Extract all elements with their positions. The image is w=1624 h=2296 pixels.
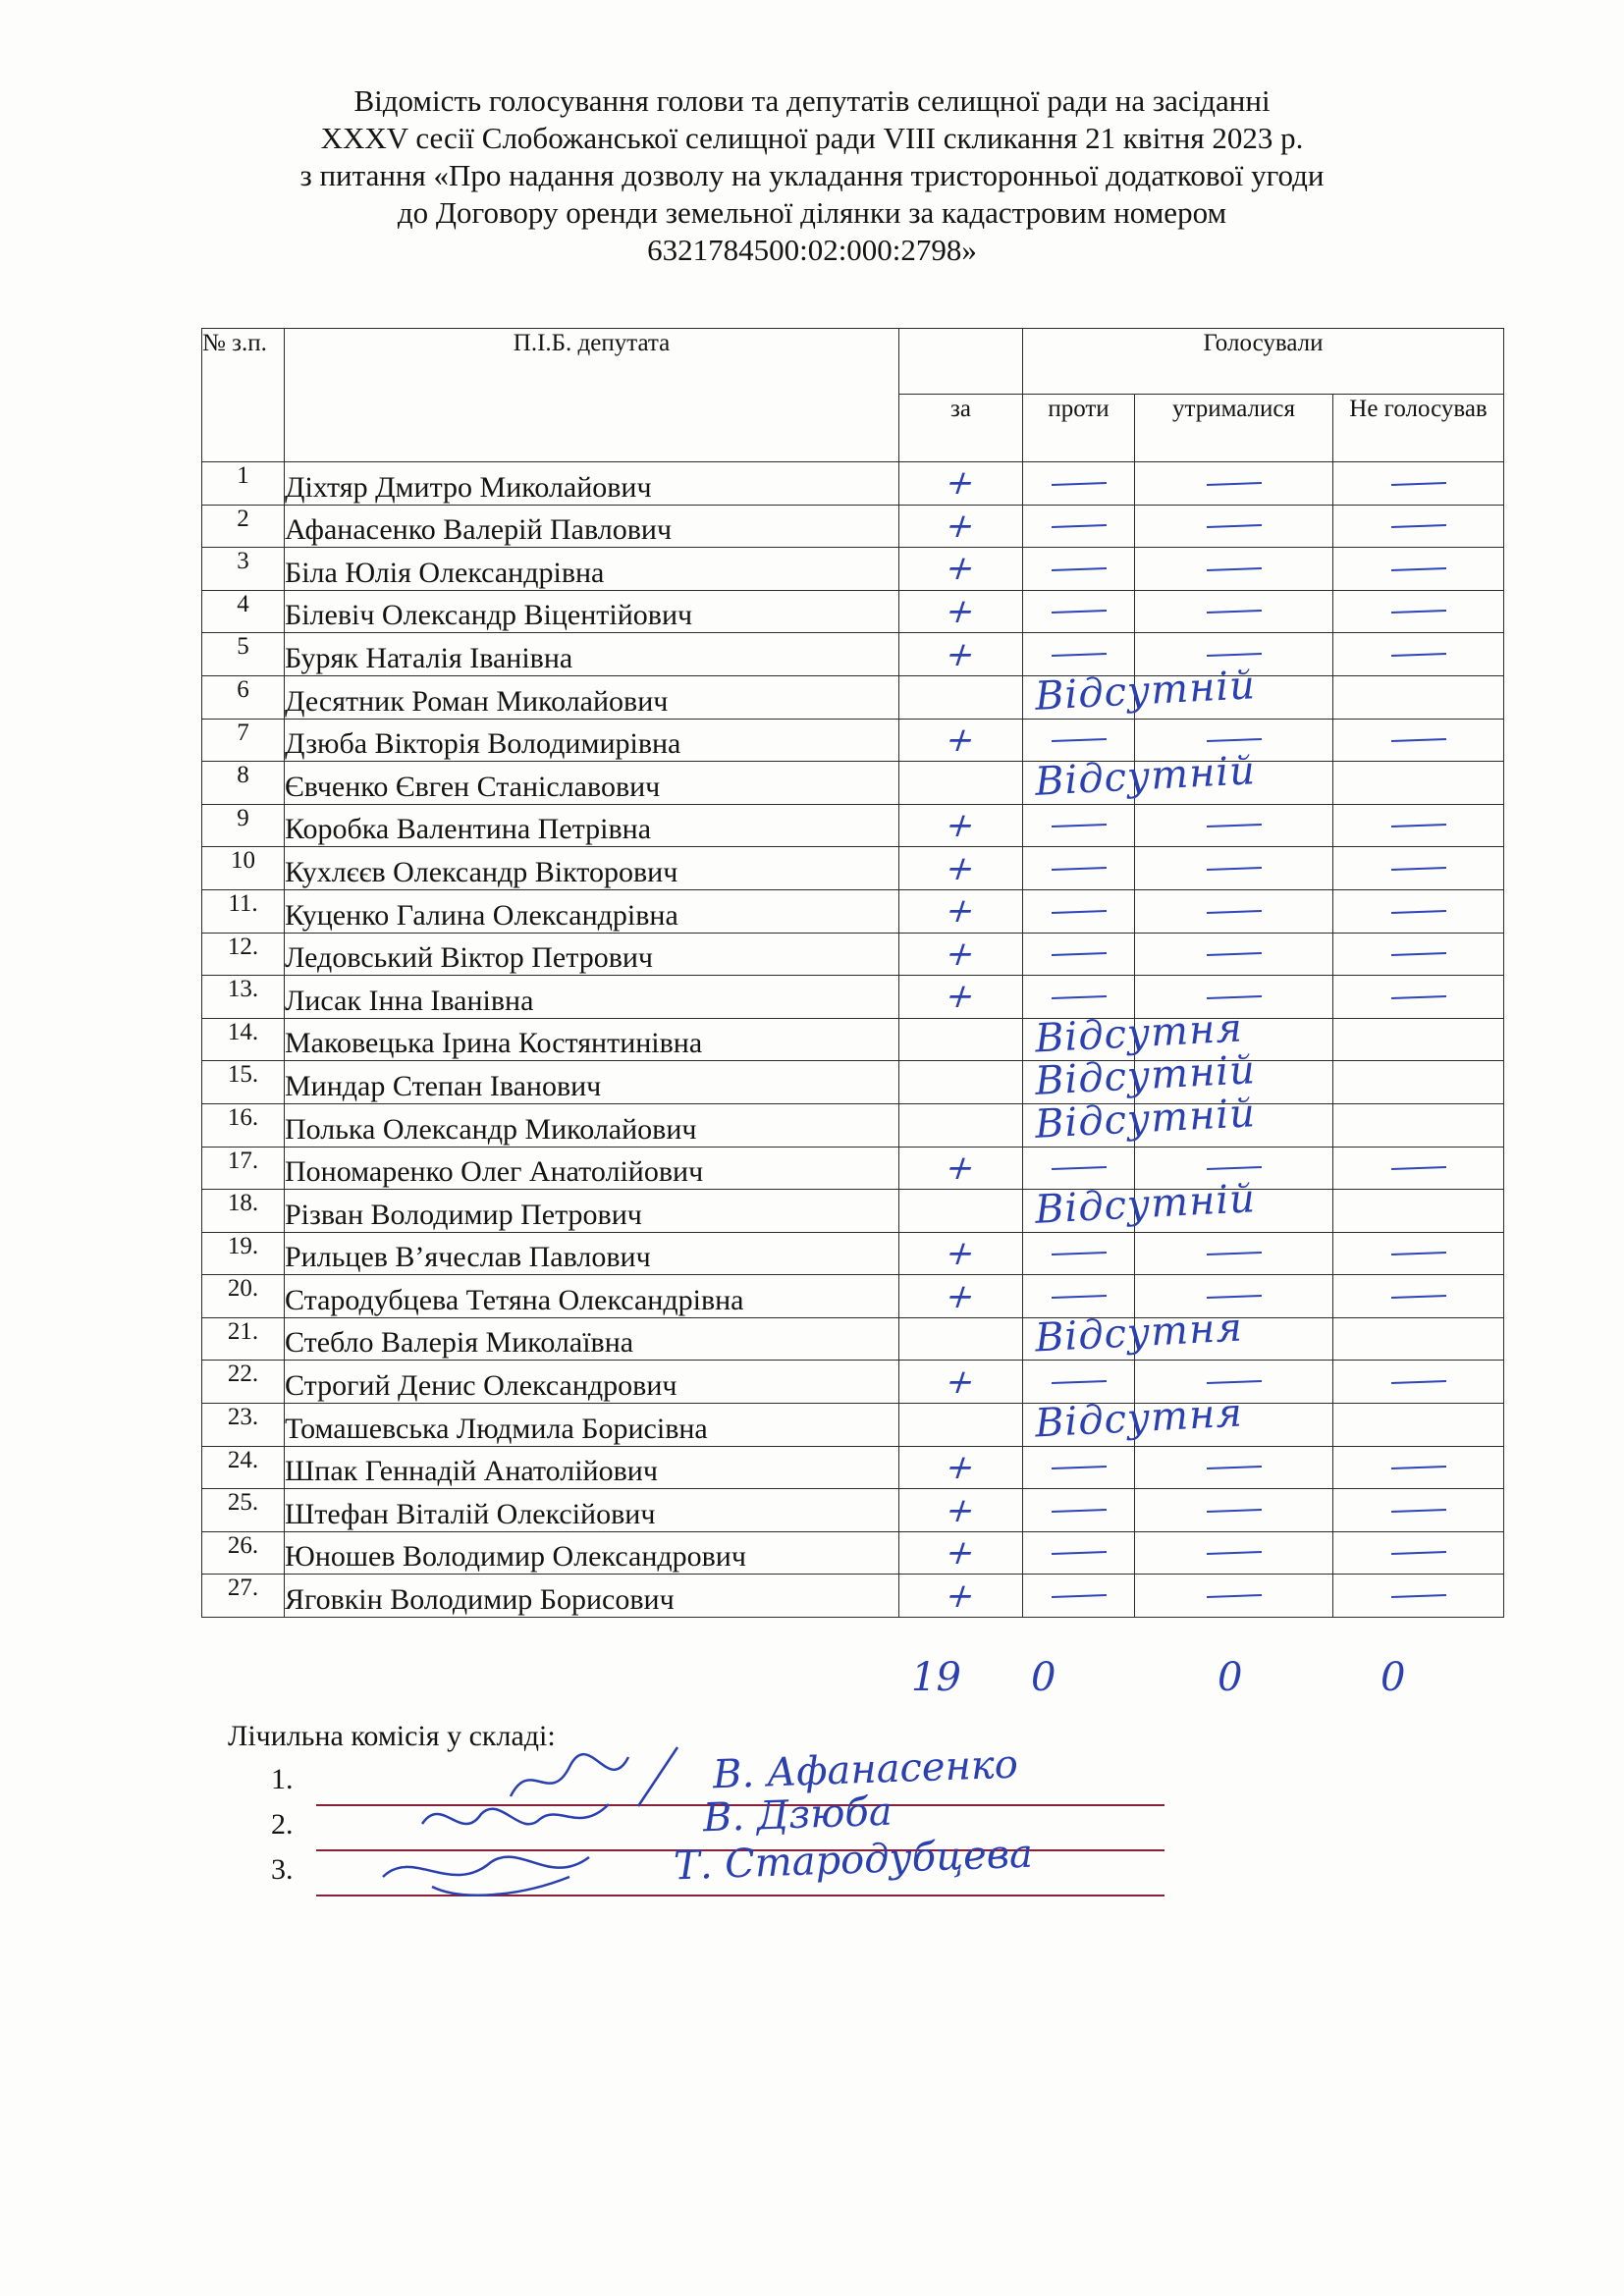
vote-not-voted-cell bbox=[1333, 719, 1504, 762]
row-number: 11. bbox=[202, 889, 285, 933]
dash-mark bbox=[1206, 610, 1261, 614]
dash-mark bbox=[1390, 1466, 1445, 1469]
vote-against-cell bbox=[1023, 505, 1135, 548]
vote-abstained-cell bbox=[1135, 548, 1333, 591]
deputy-name: Юношев Володимир Олександрович bbox=[285, 1531, 899, 1575]
dash-mark bbox=[1206, 910, 1261, 914]
vote-for-cell bbox=[899, 1147, 1023, 1190]
signature-scrawl-3 bbox=[373, 1828, 599, 1906]
absent-note: Відсутній bbox=[1033, 1091, 1258, 1148]
vote-for-cell bbox=[899, 1317, 1023, 1361]
deputy-name: Шпак Геннадій Анатолійович bbox=[285, 1446, 899, 1489]
vote-not-voted-cell bbox=[1333, 762, 1504, 805]
heading-line-2: XXXV сесії Слобожанської селищної ради VIII скликання 21 квітня 2023 р. bbox=[320, 121, 1304, 155]
vote-not-voted-cell bbox=[1333, 976, 1504, 1019]
vote-for-cell bbox=[899, 804, 1023, 847]
vote-for-cell bbox=[899, 548, 1023, 591]
deputy-name: Стародубцева Тетяна Олександрівна bbox=[285, 1275, 899, 1318]
plus-mark: + bbox=[940, 463, 982, 504]
vote-abstained-cell bbox=[1135, 1190, 1333, 1233]
vote-for-cell bbox=[899, 1190, 1023, 1233]
deputy-name: Лисак Інна Іванівна bbox=[285, 976, 899, 1019]
row-number: 15. bbox=[202, 1061, 285, 1104]
deputy-name: Рильцев В’ячеслав Павлович bbox=[285, 1232, 899, 1275]
vote-against-cell bbox=[1023, 548, 1135, 591]
vote-abstained-cell bbox=[1135, 1103, 1333, 1147]
dash-mark bbox=[1390, 1295, 1445, 1299]
vote-for-cell bbox=[899, 590, 1023, 633]
table-row bbox=[202, 804, 1504, 847]
commission-member-name: В. Дзюба bbox=[702, 1789, 893, 1842]
table-row bbox=[202, 1190, 1504, 1233]
vote-not-voted-cell bbox=[1333, 633, 1504, 676]
plus-mark: + bbox=[940, 848, 982, 888]
vote-for-cell bbox=[899, 1575, 1023, 1618]
vote-for-cell bbox=[899, 1018, 1023, 1061]
plus-mark: + bbox=[940, 934, 982, 974]
vote-for-cell bbox=[899, 1446, 1023, 1489]
absent-note: Відсутній bbox=[1033, 1176, 1258, 1233]
plus-mark: + bbox=[940, 592, 982, 632]
deputy-name: Білевіч Олександр Віцентійович bbox=[285, 590, 899, 633]
table-row bbox=[202, 1147, 1504, 1190]
table-row bbox=[202, 675, 1504, 719]
header-name: П.І.Б. депутата bbox=[285, 329, 899, 462]
vote-not-voted-cell bbox=[1333, 1190, 1504, 1233]
dash-mark bbox=[1390, 482, 1445, 486]
row-number: 26. bbox=[202, 1531, 285, 1575]
plus-mark: + bbox=[940, 1276, 982, 1316]
vote-against-cell bbox=[1023, 1575, 1135, 1618]
dash-mark bbox=[1206, 1466, 1261, 1469]
vote-for-cell bbox=[899, 1489, 1023, 1532]
total-for: 19 bbox=[911, 1655, 961, 1700]
vote-against-cell bbox=[1023, 804, 1135, 847]
vote-abstained-cell bbox=[1135, 889, 1333, 933]
deputy-name: Миндар Степан Іванович bbox=[285, 1061, 899, 1104]
dash-mark bbox=[1206, 1252, 1261, 1255]
vote-abstained-cell bbox=[1135, 933, 1333, 976]
vote-not-voted-cell bbox=[1333, 1404, 1504, 1447]
vote-for-cell bbox=[899, 719, 1023, 762]
voting-table bbox=[201, 328, 1504, 1618]
deputy-name: Кухлєєв Олександр Вікторович bbox=[285, 847, 899, 890]
dash-mark bbox=[1206, 567, 1261, 571]
dash-mark bbox=[1051, 1252, 1106, 1255]
vote-against-cell bbox=[1023, 1176, 1258, 1233]
vote-abstained-cell bbox=[1135, 1404, 1333, 1447]
deputy-name: Строгий Денис Олександрович bbox=[285, 1361, 899, 1404]
table-row bbox=[202, 1103, 1504, 1147]
row-number: 14. bbox=[202, 1018, 285, 1061]
table-row bbox=[202, 1575, 1504, 1618]
vote-abstained-cell bbox=[1135, 462, 1333, 506]
dash-mark bbox=[1390, 867, 1445, 871]
table-row bbox=[202, 889, 1504, 933]
total-abstained: 0 bbox=[1218, 1655, 1243, 1700]
dash-mark bbox=[1051, 1594, 1106, 1598]
vote-abstained-cell bbox=[1135, 1575, 1333, 1618]
vote-against-cell bbox=[1023, 847, 1135, 890]
plus-mark: + bbox=[940, 1533, 982, 1574]
vote-against-cell bbox=[1023, 933, 1135, 976]
vote-abstained-cell bbox=[1135, 804, 1333, 847]
vote-not-voted-cell bbox=[1333, 889, 1504, 933]
row-number: 22. bbox=[202, 1361, 285, 1404]
heading-line-1: Відомість голосування голови та депутатів селищної ради на засіданні bbox=[353, 83, 1271, 118]
vote-for-cell bbox=[899, 505, 1023, 548]
plus-mark: + bbox=[940, 806, 982, 846]
vote-for-cell bbox=[899, 1103, 1023, 1147]
dash-mark bbox=[1390, 995, 1445, 999]
vote-not-voted-cell bbox=[1333, 505, 1504, 548]
dash-mark bbox=[1390, 1551, 1445, 1555]
absent-note: Відсутній bbox=[1033, 748, 1258, 806]
header-for: за bbox=[899, 395, 1023, 462]
dash-mark bbox=[1206, 824, 1261, 828]
dash-mark bbox=[1051, 482, 1106, 486]
dash-mark bbox=[1051, 1466, 1106, 1469]
dash-mark bbox=[1051, 738, 1106, 742]
plus-mark: + bbox=[940, 977, 982, 1017]
commission-label: Лічильна комісія у складі: bbox=[228, 1720, 556, 1752]
absent-note: Відсутній bbox=[1033, 663, 1258, 720]
dash-mark bbox=[1390, 824, 1445, 828]
row-number: 13. bbox=[202, 976, 285, 1019]
dash-mark bbox=[1051, 653, 1106, 657]
dash-mark bbox=[1390, 910, 1445, 914]
vote-against-cell bbox=[1023, 748, 1258, 806]
vote-not-voted-cell bbox=[1333, 548, 1504, 591]
deputy-name: Різван Володимир Петрович bbox=[285, 1190, 899, 1233]
row-number: 5 bbox=[202, 633, 285, 676]
dash-mark bbox=[1206, 1295, 1261, 1299]
row-number: 21. bbox=[202, 1317, 285, 1361]
vote-abstained-cell bbox=[1135, 1446, 1333, 1489]
dash-mark bbox=[1390, 1380, 1445, 1384]
dash-mark bbox=[1051, 867, 1106, 871]
dash-mark bbox=[1390, 1594, 1445, 1598]
vote-not-voted-cell bbox=[1333, 1361, 1504, 1404]
deputy-name: Полька Олександр Миколайович bbox=[285, 1103, 899, 1147]
deputy-name: Пономаренко Олег Анатолійович bbox=[285, 1147, 899, 1190]
table-row bbox=[202, 719, 1504, 762]
vote-not-voted-cell bbox=[1333, 1446, 1504, 1489]
dash-mark bbox=[1206, 995, 1261, 999]
deputy-name: Біла Юлія Олександрівна bbox=[285, 548, 899, 591]
row-number: 4 bbox=[202, 590, 285, 633]
vote-against-cell bbox=[1023, 1446, 1135, 1489]
header-against: проти bbox=[1023, 395, 1135, 462]
row-number: 1 bbox=[202, 462, 285, 506]
vote-abstained-cell bbox=[1135, 675, 1333, 719]
vote-for-cell bbox=[899, 933, 1023, 976]
header-not-voted: Не голосував bbox=[1333, 395, 1504, 462]
dash-mark bbox=[1206, 524, 1261, 528]
vote-not-voted-cell bbox=[1333, 1018, 1504, 1061]
vote-for-cell bbox=[899, 1531, 1023, 1575]
vote-for-cell bbox=[899, 675, 1023, 719]
table-row bbox=[202, 1489, 1504, 1532]
row-number: 10 bbox=[202, 847, 285, 890]
plus-mark: + bbox=[940, 1490, 982, 1530]
row-number: 7 bbox=[202, 719, 285, 762]
deputy-name: Маковецька Ірина Костянтинівна bbox=[285, 1018, 899, 1061]
dash-mark bbox=[1051, 910, 1106, 914]
vote-abstained-cell bbox=[1135, 762, 1333, 805]
vote-not-voted-cell bbox=[1333, 1061, 1504, 1104]
dash-mark bbox=[1051, 610, 1106, 614]
deputy-name: Куценко Галина Олександрівна bbox=[285, 889, 899, 933]
vote-for-cell bbox=[899, 847, 1023, 890]
dash-mark bbox=[1390, 1509, 1445, 1513]
header-blank bbox=[899, 329, 1023, 395]
plus-mark: + bbox=[940, 1148, 982, 1188]
row-number: 8 bbox=[202, 762, 285, 805]
deputy-name: Діхтяр Дмитро Миколайович bbox=[285, 462, 899, 506]
dash-mark bbox=[1051, 1509, 1106, 1513]
row-number: 19. bbox=[202, 1232, 285, 1275]
header-abstained: утрималися bbox=[1135, 395, 1333, 462]
table-row bbox=[202, 1317, 1504, 1361]
vote-for-cell bbox=[899, 1404, 1023, 1447]
deputy-name: Стебло Валерія Миколаївна bbox=[285, 1317, 899, 1361]
dash-mark bbox=[1206, 1551, 1261, 1555]
table-row bbox=[202, 847, 1504, 890]
dash-mark bbox=[1206, 1166, 1261, 1170]
table-row bbox=[202, 1531, 1504, 1575]
plus-mark: + bbox=[940, 720, 982, 760]
row-number: 25. bbox=[202, 1489, 285, 1532]
row-number: 20. bbox=[202, 1275, 285, 1318]
dash-mark bbox=[1051, 1166, 1106, 1170]
vote-against-cell bbox=[1023, 1232, 1135, 1275]
total-not-voted: 0 bbox=[1380, 1655, 1406, 1700]
deputy-name: Ледовський Віктор Петрович bbox=[285, 933, 899, 976]
commission-member-name: В. Афанасенко bbox=[712, 1741, 1019, 1798]
table-row bbox=[202, 548, 1504, 591]
absent-note: Відсутня bbox=[1033, 1390, 1244, 1447]
vote-abstained-cell bbox=[1135, 1232, 1333, 1275]
deputy-name: Дзюба Вікторія Володимирівна bbox=[285, 719, 899, 762]
vote-not-voted-cell bbox=[1333, 804, 1504, 847]
vote-abstained-cell bbox=[1135, 1317, 1333, 1361]
row-number: 23. bbox=[202, 1404, 285, 1447]
table-row bbox=[202, 590, 1504, 633]
table-row bbox=[202, 462, 1504, 506]
row-number: 9 bbox=[202, 804, 285, 847]
table-row bbox=[202, 933, 1504, 976]
commission-member-name: Т. Стародубцева bbox=[673, 1831, 1034, 1890]
heading-line-5: 6321784500:02:000:2798» bbox=[647, 233, 977, 267]
row-number: 24. bbox=[202, 1446, 285, 1489]
dash-mark bbox=[1206, 1594, 1261, 1598]
deputy-name: Коробка Валентина Петрівна bbox=[285, 804, 899, 847]
deputy-name: Томашевська Людмила Борисівна bbox=[285, 1404, 899, 1447]
vote-for-cell bbox=[899, 1275, 1023, 1318]
deputy-name: Яговкін Володимир Борисович bbox=[285, 1575, 899, 1618]
commission-member-number: 1. bbox=[271, 1763, 294, 1795]
plus-mark: + bbox=[940, 1362, 982, 1402]
dash-mark bbox=[1051, 952, 1106, 956]
plus-mark: + bbox=[940, 506, 982, 546]
total-against: 0 bbox=[1031, 1655, 1056, 1700]
vote-not-voted-cell bbox=[1333, 675, 1504, 719]
dash-mark bbox=[1390, 524, 1445, 528]
table-row bbox=[202, 505, 1504, 548]
plus-mark: + bbox=[940, 1233, 982, 1273]
table-row bbox=[202, 633, 1504, 676]
vote-not-voted-cell bbox=[1333, 1531, 1504, 1575]
table-row bbox=[202, 976, 1504, 1019]
dash-mark bbox=[1206, 482, 1261, 486]
dash-mark bbox=[1206, 738, 1261, 742]
dash-mark bbox=[1206, 867, 1261, 871]
vote-against-cell bbox=[1023, 889, 1135, 933]
commission-member-number: 2. bbox=[271, 1808, 294, 1841]
plus-mark: + bbox=[940, 1575, 982, 1616]
commission-member-number: 3. bbox=[271, 1853, 294, 1886]
vote-not-voted-cell bbox=[1333, 933, 1504, 976]
vote-not-voted-cell bbox=[1333, 1489, 1504, 1532]
voting-table-body bbox=[202, 462, 1504, 1618]
vote-against-cell bbox=[1023, 1390, 1244, 1447]
plus-mark: + bbox=[940, 634, 982, 674]
vote-not-voted-cell bbox=[1333, 1575, 1504, 1618]
vote-abstained-cell bbox=[1135, 590, 1333, 633]
vote-not-voted-cell bbox=[1333, 847, 1504, 890]
vote-for-cell bbox=[899, 1232, 1023, 1275]
dash-mark bbox=[1051, 567, 1106, 571]
row-number: 6 bbox=[202, 675, 285, 719]
dash-mark bbox=[1051, 1295, 1106, 1299]
row-number: 12. bbox=[202, 933, 285, 976]
vote-not-voted-cell bbox=[1333, 1147, 1504, 1190]
vote-not-voted-cell bbox=[1333, 1232, 1504, 1275]
plus-mark: + bbox=[940, 1447, 982, 1487]
dash-mark bbox=[1206, 1380, 1261, 1384]
heading-line-4: до Договору оренди земельної ділянки за кадастровим номером bbox=[397, 195, 1227, 230]
vote-abstained-cell bbox=[1135, 1489, 1333, 1532]
dash-mark bbox=[1051, 1551, 1106, 1555]
deputy-name: Афанасенко Валерій Павлович bbox=[285, 505, 899, 548]
dash-mark bbox=[1390, 1252, 1445, 1255]
dash-mark bbox=[1390, 653, 1445, 657]
deputy-name: Євченко Євген Станіславович bbox=[285, 762, 899, 805]
dash-mark bbox=[1390, 610, 1445, 614]
row-number: 17. bbox=[202, 1147, 285, 1190]
vote-against-cell bbox=[1023, 1531, 1135, 1575]
dash-mark bbox=[1051, 824, 1106, 828]
vote-not-voted-cell bbox=[1333, 1275, 1504, 1318]
vote-for-cell bbox=[899, 889, 1023, 933]
dash-mark bbox=[1206, 952, 1261, 956]
absent-note: Відсутня bbox=[1033, 1305, 1244, 1362]
deputy-name: Буряк Наталія Іванівна bbox=[285, 633, 899, 676]
dash-mark bbox=[1390, 1166, 1445, 1170]
vote-for-cell bbox=[899, 1361, 1023, 1404]
vote-abstained-cell bbox=[1135, 505, 1333, 548]
row-number: 16. bbox=[202, 1103, 285, 1147]
row-number: 18. bbox=[202, 1190, 285, 1233]
header-voted: Голосували bbox=[1023, 329, 1504, 395]
vote-against-cell bbox=[1023, 1091, 1258, 1148]
vote-against-cell bbox=[1023, 1489, 1135, 1532]
vote-for-cell bbox=[899, 633, 1023, 676]
vote-for-cell bbox=[899, 462, 1023, 506]
heading-line-3: з питання «Про надання дозволу на укладання тристоронньої додаткової угоди bbox=[299, 158, 1325, 192]
dash-mark bbox=[1390, 567, 1445, 571]
dash-mark bbox=[1051, 995, 1106, 999]
row-number: 3 bbox=[202, 548, 285, 591]
dash-mark bbox=[1206, 1509, 1261, 1513]
table-row bbox=[202, 1404, 1504, 1447]
vote-for-cell bbox=[899, 762, 1023, 805]
table-row bbox=[202, 1275, 1504, 1318]
absent-note: Відсутня bbox=[1033, 1005, 1244, 1062]
vote-against-cell bbox=[1023, 462, 1135, 506]
absent-note: Відсутній bbox=[1033, 1047, 1258, 1105]
plus-mark: + bbox=[940, 549, 982, 589]
dash-mark bbox=[1390, 738, 1445, 742]
dash-mark bbox=[1051, 524, 1106, 528]
vote-against-cell bbox=[1023, 1305, 1244, 1362]
table-row bbox=[202, 1361, 1504, 1404]
deputy-name: Штефан Віталій Олексійович bbox=[285, 1489, 899, 1532]
dash-mark bbox=[1206, 653, 1261, 657]
row-number: 2 bbox=[202, 505, 285, 548]
vote-not-voted-cell bbox=[1333, 590, 1504, 633]
table-row bbox=[202, 1446, 1504, 1489]
vote-abstained-cell bbox=[1135, 847, 1333, 890]
table-row bbox=[202, 1061, 1504, 1104]
row-number: 27. bbox=[202, 1575, 285, 1618]
table-row bbox=[202, 762, 1504, 805]
vote-for-cell bbox=[899, 976, 1023, 1019]
table-row bbox=[202, 1018, 1504, 1061]
dash-mark bbox=[1051, 1380, 1106, 1384]
vote-for-cell bbox=[899, 1061, 1023, 1104]
deputy-name: Десятник Роман Миколайович bbox=[285, 675, 899, 719]
plus-mark: + bbox=[940, 891, 982, 932]
vote-against-cell bbox=[1023, 663, 1258, 720]
vote-abstained-cell bbox=[1135, 1531, 1333, 1575]
header-number: № з.п. bbox=[202, 329, 285, 462]
vote-against-cell bbox=[1023, 590, 1135, 633]
document-heading bbox=[147, 82, 1477, 269]
vote-not-voted-cell bbox=[1333, 1317, 1504, 1361]
dash-mark bbox=[1390, 952, 1445, 956]
vote-not-voted-cell bbox=[1333, 1103, 1504, 1147]
table-row bbox=[202, 1232, 1504, 1275]
vote-not-voted-cell bbox=[1333, 462, 1504, 506]
